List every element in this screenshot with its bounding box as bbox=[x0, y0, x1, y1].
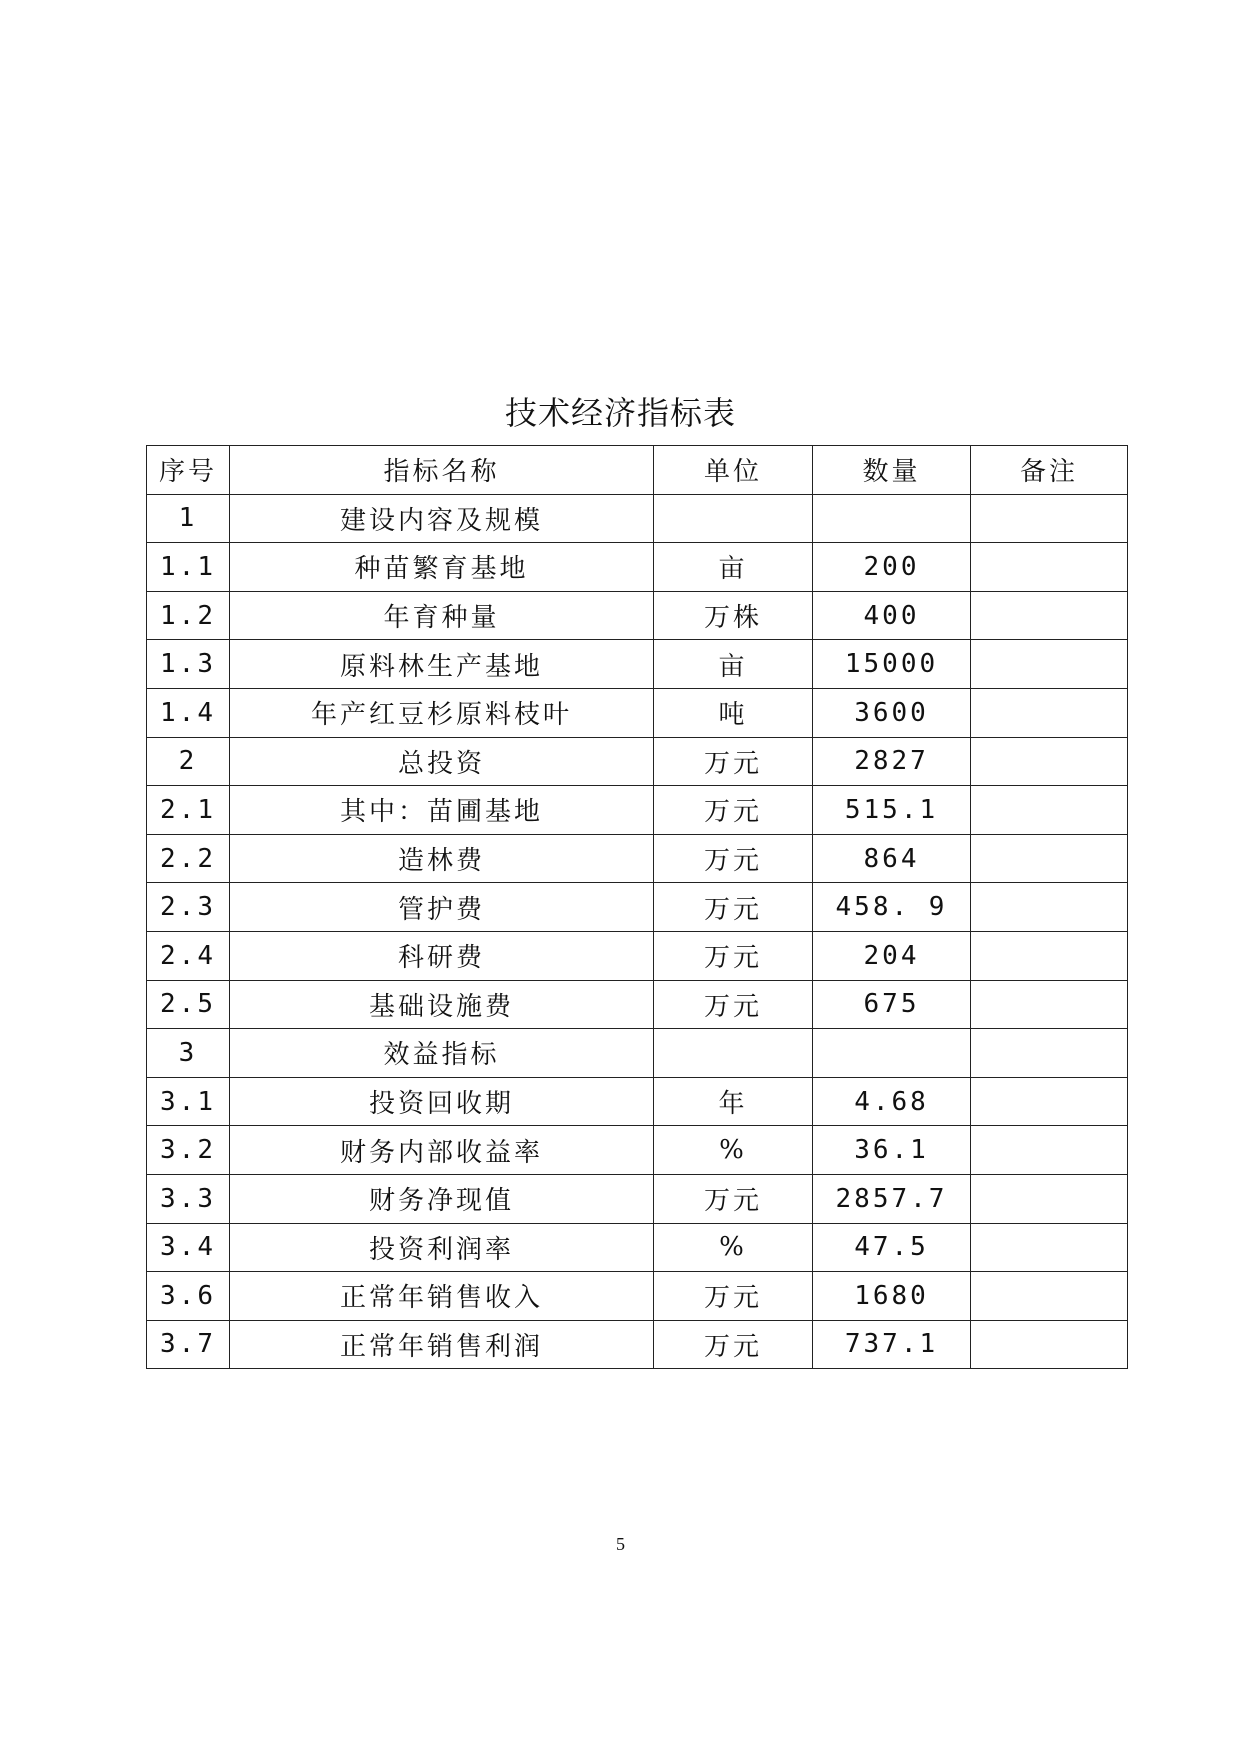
cell-name: 科研费 bbox=[230, 931, 654, 980]
cell-name: 基础设施费 bbox=[230, 980, 654, 1029]
indicators-table bbox=[146, 445, 1128, 1369]
cell-note bbox=[971, 1174, 1128, 1223]
cell-no: 2.1 bbox=[147, 786, 230, 835]
table-row bbox=[147, 980, 1128, 1029]
header-name: 指标名称 bbox=[230, 446, 654, 495]
cell-unit: 亩 bbox=[654, 640, 813, 689]
table-row bbox=[147, 834, 1128, 883]
cell-note bbox=[971, 786, 1128, 835]
cell-name: 总投资 bbox=[230, 737, 654, 786]
cell-qty bbox=[813, 1029, 971, 1078]
cell-name: 投资回收期 bbox=[230, 1077, 654, 1126]
cell-no: 1.4 bbox=[147, 688, 230, 737]
cell-qty: 4.68 bbox=[813, 1077, 971, 1126]
cell-no: 2 bbox=[147, 737, 230, 786]
cell-no: 2.4 bbox=[147, 931, 230, 980]
page-number: 5 bbox=[616, 1534, 625, 1554]
cell-qty: 15000 bbox=[813, 640, 971, 689]
table-body bbox=[147, 494, 1128, 1369]
cell-qty: 1680 bbox=[813, 1272, 971, 1321]
cell-no: 3.6 bbox=[147, 1272, 230, 1321]
cell-note bbox=[971, 1272, 1128, 1321]
table-row bbox=[147, 1174, 1128, 1223]
cell-no: 2.2 bbox=[147, 834, 230, 883]
cell-qty: 675 bbox=[813, 980, 971, 1029]
cell-unit: 万元 bbox=[654, 786, 813, 835]
cell-unit: 万元 bbox=[654, 737, 813, 786]
cell-qty: 2857.7 bbox=[813, 1174, 971, 1223]
cell-qty: 204 bbox=[813, 931, 971, 980]
cell-note bbox=[971, 1077, 1128, 1126]
cell-note bbox=[971, 834, 1128, 883]
cell-unit bbox=[654, 494, 813, 543]
cell-unit: 年 bbox=[654, 1077, 813, 1126]
cell-qty: 515.1 bbox=[813, 786, 971, 835]
table-row bbox=[147, 640, 1128, 689]
cell-name: 年产红豆杉原料枝叶 bbox=[230, 688, 654, 737]
cell-unit: 万株 bbox=[654, 591, 813, 640]
cell-no: 1.1 bbox=[147, 543, 230, 592]
cell-note bbox=[971, 883, 1128, 932]
header-qty: 数量 bbox=[813, 446, 971, 495]
header-unit: 单位 bbox=[654, 446, 813, 495]
table-row bbox=[147, 1126, 1128, 1175]
cell-qty: 400 bbox=[813, 591, 971, 640]
cell-no: 1 bbox=[147, 494, 230, 543]
cell-qty: 200 bbox=[813, 543, 971, 592]
cell-name: 管护费 bbox=[230, 883, 654, 932]
table-row bbox=[147, 737, 1128, 786]
cell-name: 投资利润率 bbox=[230, 1223, 654, 1272]
cell-unit: 万元 bbox=[654, 931, 813, 980]
cell-note bbox=[971, 543, 1128, 592]
cell-name: 财务净现值 bbox=[230, 1174, 654, 1223]
cell-note bbox=[971, 737, 1128, 786]
table-row bbox=[147, 688, 1128, 737]
cell-no: 1.2 bbox=[147, 591, 230, 640]
cell-note bbox=[971, 1320, 1128, 1369]
table-row bbox=[147, 591, 1128, 640]
cell-note bbox=[971, 1126, 1128, 1175]
cell-name: 其中：苗圃基地 bbox=[230, 786, 654, 835]
cell-qty: 2827 bbox=[813, 737, 971, 786]
table-row bbox=[147, 1077, 1128, 1126]
cell-qty: 458. 9 bbox=[813, 883, 971, 932]
cell-qty bbox=[813, 494, 971, 543]
cell-qty: 36.1 bbox=[813, 1126, 971, 1175]
cell-unit bbox=[654, 1029, 813, 1078]
cell-no: 2.3 bbox=[147, 883, 230, 932]
cell-note bbox=[971, 494, 1128, 543]
cell-note bbox=[971, 640, 1128, 689]
cell-unit: 万元 bbox=[654, 1272, 813, 1321]
cell-unit: 万元 bbox=[654, 1174, 813, 1223]
cell-unit: 万元 bbox=[654, 834, 813, 883]
cell-note bbox=[971, 980, 1128, 1029]
cell-no: 3.1 bbox=[147, 1077, 230, 1126]
cell-no: 1.3 bbox=[147, 640, 230, 689]
cell-qty: 864 bbox=[813, 834, 971, 883]
table-row bbox=[147, 1272, 1128, 1321]
cell-note bbox=[971, 1029, 1128, 1078]
cell-name: 财务内部收益率 bbox=[230, 1126, 654, 1175]
table-row bbox=[147, 494, 1128, 543]
table-row bbox=[147, 1223, 1128, 1272]
table-row bbox=[147, 1320, 1128, 1369]
cell-name: 造林费 bbox=[230, 834, 654, 883]
cell-no: 3.7 bbox=[147, 1320, 230, 1369]
cell-no: 3.3 bbox=[147, 1174, 230, 1223]
cell-name: 种苗繁育基地 bbox=[230, 543, 654, 592]
header-no: 序号 bbox=[147, 446, 230, 495]
cell-name: 正常年销售利润 bbox=[230, 1320, 654, 1369]
table-row bbox=[147, 786, 1128, 835]
header-row bbox=[147, 446, 1128, 495]
cell-no: 2.5 bbox=[147, 980, 230, 1029]
cell-unit: 万元 bbox=[654, 883, 813, 932]
cell-unit: 万元 bbox=[654, 1320, 813, 1369]
cell-unit: % bbox=[654, 1223, 813, 1272]
cell-note bbox=[971, 1223, 1128, 1272]
cell-note bbox=[971, 591, 1128, 640]
cell-name: 效益指标 bbox=[230, 1029, 654, 1078]
cell-unit: 吨 bbox=[654, 688, 813, 737]
table-row bbox=[147, 931, 1128, 980]
table-row bbox=[147, 883, 1128, 932]
cell-note bbox=[971, 688, 1128, 737]
cell-name: 年育种量 bbox=[230, 591, 654, 640]
cell-name: 原料林生产基地 bbox=[230, 640, 654, 689]
cell-unit: 亩 bbox=[654, 543, 813, 592]
cell-no: 3.2 bbox=[147, 1126, 230, 1175]
header-note: 备注 bbox=[971, 446, 1128, 495]
cell-unit: 万元 bbox=[654, 980, 813, 1029]
page-title: 技术经济指标表 bbox=[504, 394, 736, 432]
cell-qty: 737.1 bbox=[813, 1320, 971, 1369]
cell-unit: % bbox=[654, 1126, 813, 1175]
cell-qty: 3600 bbox=[813, 688, 971, 737]
cell-note bbox=[971, 931, 1128, 980]
cell-name: 建设内容及规模 bbox=[230, 494, 654, 543]
cell-qty: 47.5 bbox=[813, 1223, 971, 1272]
cell-no: 3 bbox=[147, 1029, 230, 1078]
cell-name: 正常年销售收入 bbox=[230, 1272, 654, 1321]
table-row bbox=[147, 543, 1128, 592]
cell-no: 3.4 bbox=[147, 1223, 230, 1272]
table-row bbox=[147, 1029, 1128, 1078]
